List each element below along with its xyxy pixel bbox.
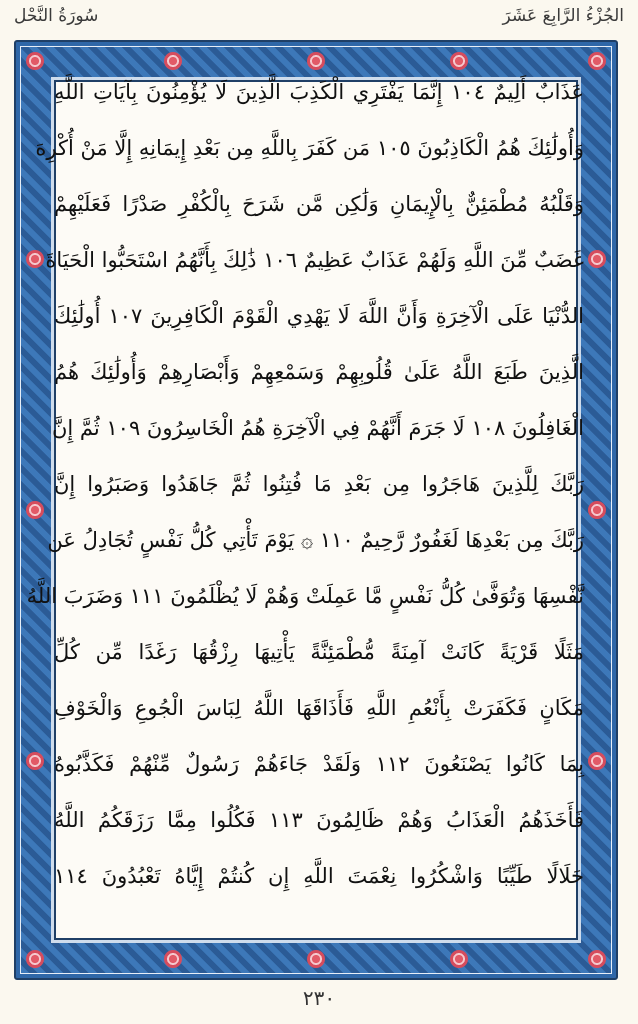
juz-title: الجُزْءُ الرَّابِعَ عَشَرَ [502, 6, 624, 26]
text-line: مَثَلًا قَرْيَةً كَانَتْ آمِنَةً مُّطْمَئِنَّةً يَأْتِيهَا رِزْقُهَا رَغَدًا مِّن كُلِّ [54, 640, 584, 664]
rosette-icon [26, 52, 44, 70]
text-line: عَذَابٌ أَلِيمٌ ١٠٤ إِنَّمَا يَفْتَرِي الْكَذِبَ الَّذِينَ لَا يُؤْمِنُونَ بِآيَاتِ اللَّهِ [54, 80, 584, 104]
text-line: رَبَّكَ لِلَّذِينَ هَاجَرُوا مِن بَعْدِ مَا فُتِنُوا ثُمَّ جَاهَدُوا وَصَبَرُوا إِنَّ [54, 472, 584, 496]
rosette-icon [164, 52, 182, 70]
text-line: حَلَالًا طَيِّبًا وَاشْكُرُوا نِعْمَتَ اللَّهِ إِن كُنتُمْ إِيَّاهُ تَعْبُدُونَ ١١٤ [54, 864, 584, 888]
text-line: الْغَافِلُونَ ١٠٨ لَا جَرَمَ أَنَّهُمْ فِي الْآخِرَةِ هُمُ الْخَاسِرُونَ ١٠٩ ثُمَّ إِنَّ [51, 416, 584, 440]
rosette-icon [164, 950, 182, 968]
page-header [0, 0, 638, 38]
text-line: بِمَا كَانُوا يَصْنَعُونَ ١١٢ وَلَقَدْ جَاءَهُمْ رَسُولٌ مِّنْهُمْ فَكَذَّبُوهُ [54, 752, 584, 776]
text-line: فَأَخَذَهُمُ الْعَذَابُ وَهُمْ ظَالِمُونَ ١١٣ فَكُلُوا مِمَّا رَزَقَكُمُ اللَّهُ [54, 808, 584, 832]
text-line: رَبَّكَ مِن بَعْدِهَا لَغَفُورٌ رَّحِيمٌ ١١٠ ۞ يَوْمَ تَأْتِي كُلُّ نَفْسٍ تُجَادِلُ عَن [47, 528, 584, 552]
rosette-icon [307, 950, 325, 968]
quran-text [26, 80, 584, 940]
rosette-icon [26, 250, 44, 268]
text-line: وَأُولَٰئِكَ هُمُ الْكَاذِبُونَ ١٠٥ مَن كَفَرَ بِاللَّهِ مِن بَعْدِ إِيمَانِهِ إِلَّا مَنْ أُكْرِهَ [35, 136, 584, 160]
page-number: ٢٣٠ [302, 986, 336, 1010]
rosette-icon [450, 52, 468, 70]
rosette-icon [588, 950, 606, 968]
text-line: الَّذِينَ طَبَعَ اللَّهُ عَلَىٰ قُلُوبِهِمْ وَسَمْعِهِمْ وَأَبْصَارِهِمْ وَأُولَٰئِكَ هُمُ [54, 360, 584, 384]
text-line: غَضَبٌ مِّنَ اللَّهِ وَلَهُمْ عَذَابٌ عَظِيمٌ ١٠٦ ذَٰلِكَ بِأَنَّهُمُ اسْتَحَبُّوا الْحَيَاةَ [45, 248, 584, 272]
text-line: وَقَلْبُهُ مُطْمَئِنٌّ بِالْإِيمَانِ وَلَٰكِن مَّن شَرَحَ بِالْكُفْرِ صَدْرًا فَعَلَيْهِمْ [54, 192, 584, 216]
text-line: مَكَانٍ فَكَفَرَتْ بِأَنْعُمِ اللَّهِ فَأَذَاقَهَا اللَّهُ لِبَاسَ الْجُوعِ وَالْخَوْفِ [54, 696, 584, 720]
rosette-icon [307, 52, 325, 70]
rosette-icon [588, 52, 606, 70]
rosette-icon [588, 501, 606, 519]
rosette-icon [26, 950, 44, 968]
rosette-icon [588, 250, 606, 268]
rosette-icon [26, 752, 44, 770]
rosette-icon [450, 950, 468, 968]
surah-title: سُورَةُ النَّحْل [14, 6, 99, 26]
rosette-icon [588, 752, 606, 770]
text-line: نَّفْسِهَا وَتُوَفَّىٰ كُلُّ نَفْسٍ مَّا عَمِلَتْ وَهُمْ لَا يُظْلَمُونَ ١١١ وَضَرَبَ اللَّهُ [26, 584, 584, 608]
rosette-icon [26, 501, 44, 519]
text-line: الدُّنْيَا عَلَى الْآخِرَةِ وَأَنَّ اللَّهَ لَا يَهْدِي الْقَوْمَ الْكَافِرِينَ ١٠٧ أُولَٰئِكَ [54, 304, 584, 328]
